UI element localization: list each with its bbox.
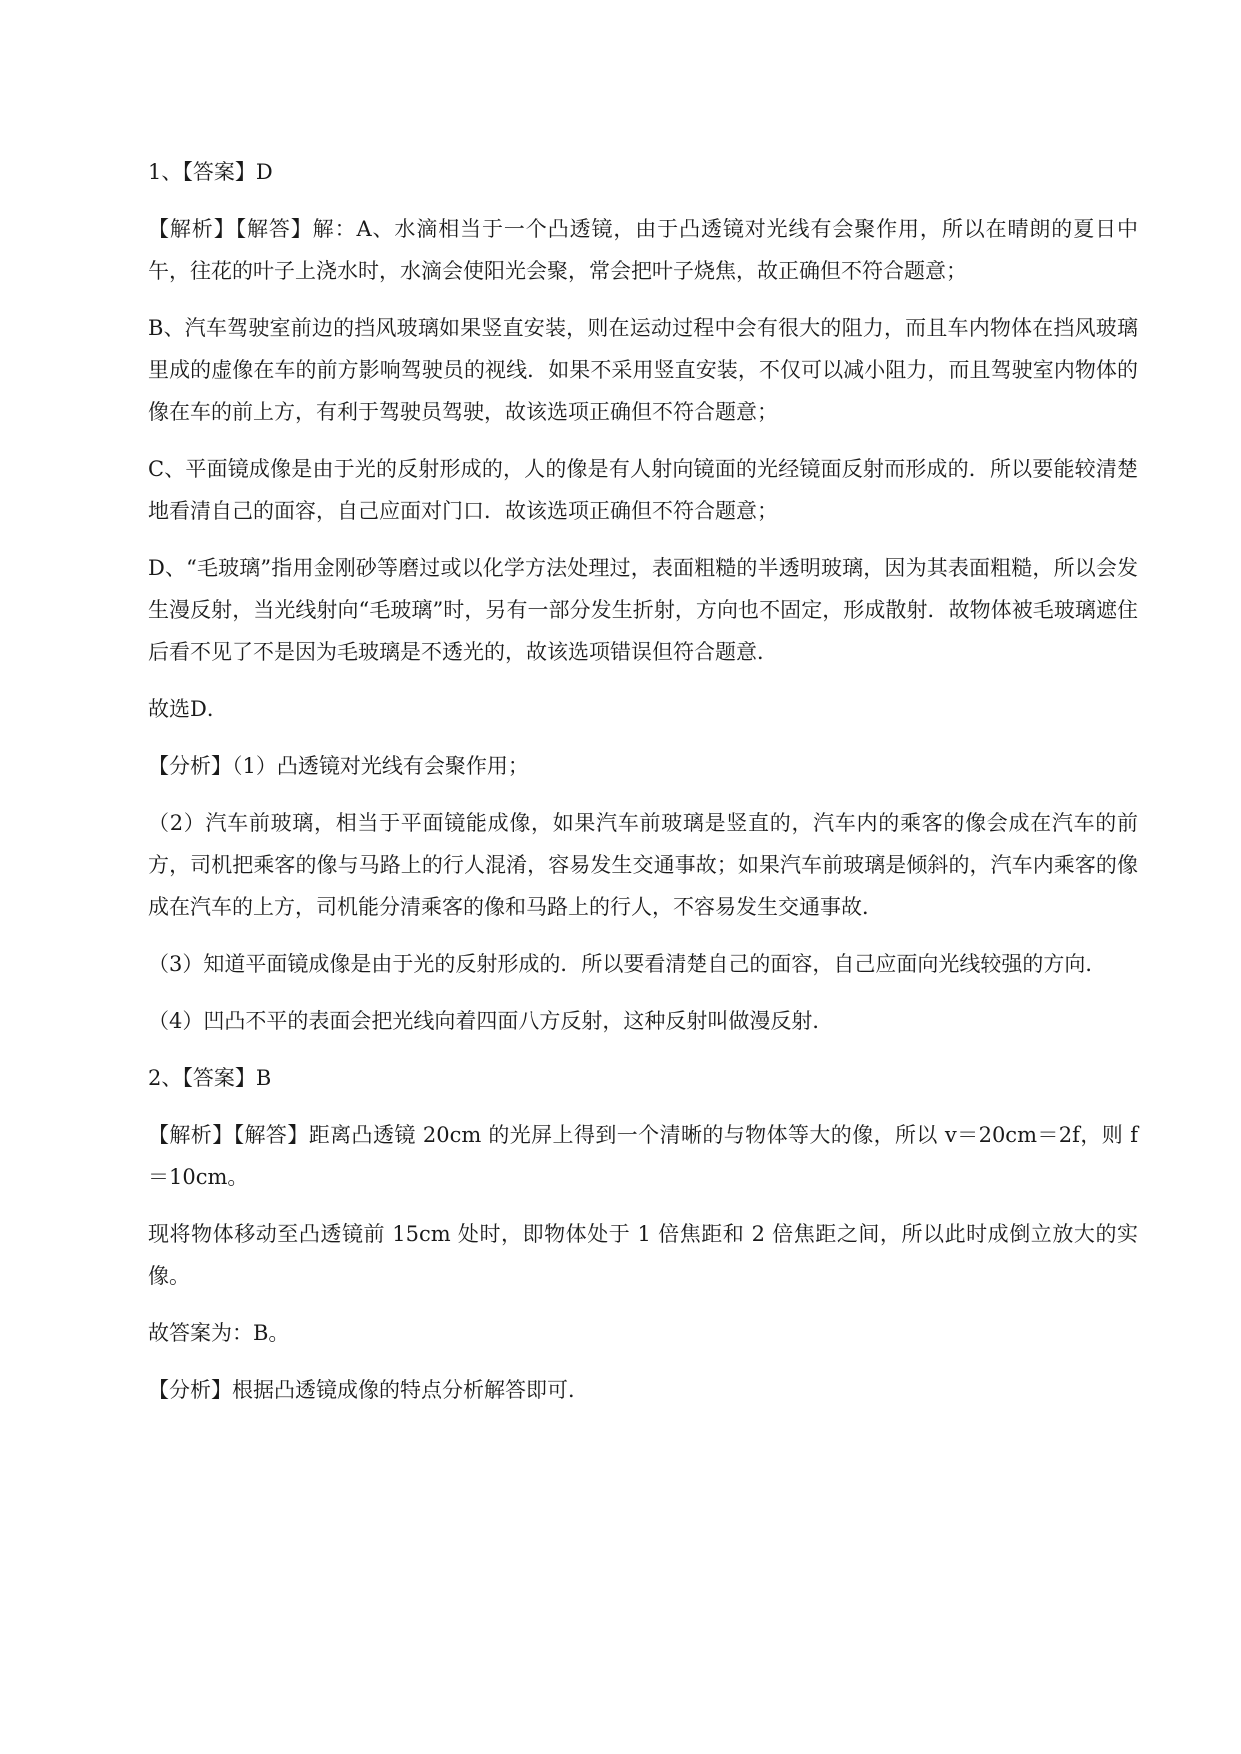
answer-2-heading: 2、【答案】B <box>148 1066 272 1090</box>
answer-1-analysis-a: 【解析】【解答】解：A、水滴相当于一个凸透镜，由于凸透镜对光线有会聚作用，所以在晴朗的夏日中午，往花的叶子上浇水时，水滴会使阳光会聚，常会把叶子烧焦，故正确但不符合题意； <box>148 217 1138 283</box>
answer-1-analysis-c: C、平面镜成像是由于光的反射形成的，人的像是有人射向镜面的光经镜面反射而形成的．所以要能较清楚地看清自己的面容，自己应面对门口．故该选项正确但不符合题意； <box>148 457 1138 523</box>
answer-1-analysis-d: D、“毛玻璃”指用金刚砂等磨过或以化学方法处理过，表面粗糙的半透明玻璃，因为其表面粗糙，所以会发生漫反射，当光线射向“毛玻璃”时，另有一部分发生折射，方向也不固定，形成散射．故物体被毛玻璃遮住后看不见了不是因为毛玻璃是不透光的，故该选项错误但符合题意． <box>148 556 1138 664</box>
answer-1-notes-1: 【分析】（1）凸透镜对光线有会聚作用； <box>148 754 529 778</box>
answer-2-conclusion: 故答案为：B。 <box>148 1321 290 1345</box>
answer-2-analysis: 【解析】【解答】距离凸透镜 20cm 的光屏上得到一个清晰的与物体等大的像，所以 v＝20cm＝2f，则 f＝10cm。 <box>148 1123 1138 1189</box>
answer-1-heading: 1、【答案】D <box>148 160 273 184</box>
answer-1-notes-3: （3）知道平面镜成像是由于光的反射形成的．所以要看清楚自己的面容，自己应面向光线较强的方向． <box>148 952 1107 976</box>
answer-1-notes-4: （4）凹凸不平的表面会把光线向着四面八方反射，这种反射叫做漫反射． <box>148 1009 834 1033</box>
document-body <box>148 151 1138 1426</box>
answer-1-analysis-b: B、汽车驾驶室前边的挡风玻璃如果竖直安装，则在运动过程中会有很大的阻力，而且车内物体在挡风玻璃里成的虚像在车的前方影响驾驶员的视线．如果不采用竖直安装，不仅可以减小阻力，而且驾驶室内物体的像在车的前上方，有利于驾驶员驾驶，故该选项正确但不符合题意； <box>148 316 1138 424</box>
answer-1-conclusion: 故选D． <box>148 697 228 721</box>
answer-1-notes-2: （2）汽车前玻璃，相当于平面镜能成像，如果汽车前玻璃是竖直的，汽车内的乘客的像会成在汽车的前方，司机把乘客的像与马路上的行人混淆，容易发生交通事故；如果汽车前玻璃是倾斜的，汽车内乘客的像成在汽车的上方，司机能分清乘客的像和马路上的行人，不容易发生交通事故． <box>148 811 1138 919</box>
answer-2-reasoning: 现将物体移动至凸透镜前 15cm 处时，即物体处于 1 倍焦距和 2 倍焦距之间，所以此时成倒立放大的实像。 <box>148 1222 1138 1288</box>
answer-2-notes: 【分析】根据凸透镜成像的特点分析解答即可． <box>148 1378 589 1402</box>
